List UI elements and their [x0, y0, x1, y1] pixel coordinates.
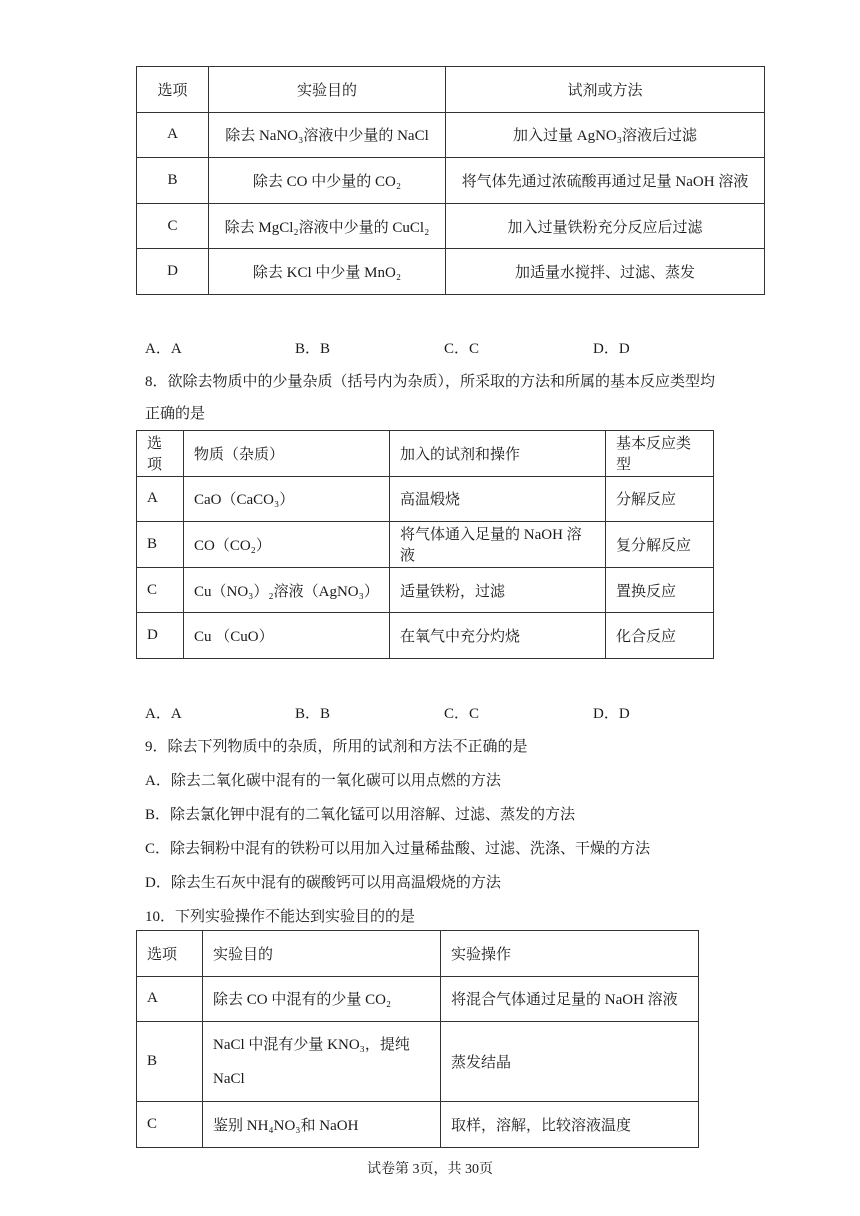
table-cell: 除去 CO 中少量的 CO₂: [209, 158, 446, 204]
page-footer: 试卷第 3页，共 30页: [367, 1162, 493, 1177]
table-row: [137, 1102, 699, 1148]
table-row: [137, 476, 714, 522]
option-b[interactable]: B．B: [295, 341, 331, 357]
q8-stem-line2: 正确的是: [145, 406, 206, 422]
table-cell: 复分解反应: [606, 522, 714, 568]
table-cell: NaCl 中混有少量 KNO₃，提纯 NaCl: [203, 1022, 441, 1102]
table-cell: A: [137, 476, 184, 522]
table-cell: A: [137, 976, 203, 1022]
table-header-row: [137, 931, 699, 977]
header-cell: 实验目的: [203, 931, 441, 977]
table-cell: 高温煅烧: [390, 476, 606, 522]
table-cell: 除去 MgCl₂溶液中少量的 CuCl₂: [209, 203, 446, 249]
table-cell: A: [137, 112, 209, 158]
option-c[interactable]: C．C: [444, 706, 480, 722]
table-cell: D: [137, 249, 209, 295]
table-cell: C: [137, 203, 209, 249]
table-cell: 置换反应: [606, 567, 714, 613]
table-cell: 除去 CO 中混有的少量 CO₂: [203, 976, 441, 1022]
table-row: [137, 112, 765, 158]
table-row: [137, 158, 765, 204]
option-c[interactable]: C．C: [444, 341, 480, 357]
table-cell: 在氧气中充分灼烧: [390, 613, 606, 659]
table-cell: 蒸发结晶: [441, 1022, 699, 1102]
option-d[interactable]: D．D: [593, 706, 630, 722]
header-cell: 选项: [137, 931, 203, 977]
table-row: [137, 976, 699, 1022]
table-cell: 取样，溶解，比较溶液温度: [441, 1102, 699, 1148]
header-cell: 实验目的: [209, 67, 446, 113]
q9-option-d[interactable]: D．除去生石灰中混有的碳酸钙可以用高温煅烧的方法: [145, 875, 501, 891]
table-cell: 加适量水搅拌、过滤、蒸发: [446, 249, 765, 295]
table-row: [137, 522, 714, 568]
header-cell: 物质（杂质）: [184, 431, 390, 477]
header-cell: 加入的试剂和操作: [390, 431, 606, 477]
table-row: [137, 203, 765, 249]
q10-stem: 10．下列实验操作不能达到实验目的的是: [145, 909, 416, 925]
table-cell: B: [137, 1022, 203, 1102]
table-cell: 分解反应: [606, 476, 714, 522]
q9-option-c[interactable]: C．除去铜粉中混有的铁粉可以用加入过量稀盐酸、过滤、洗涤、干燥的方法: [145, 841, 651, 857]
header-cell: 试剂或方法: [446, 67, 765, 113]
option-b[interactable]: B．B: [295, 706, 331, 722]
table-cell: B: [137, 522, 184, 568]
table-row: [137, 1022, 699, 1102]
table-cell: D: [137, 613, 184, 659]
table-cell: 鉴别 NH₄NO₃和 NaOH: [203, 1102, 441, 1148]
table-row: [137, 613, 714, 659]
q10-table: [136, 930, 699, 1148]
table-cell: C: [137, 567, 184, 613]
table-row: [137, 249, 765, 295]
option-a[interactable]: A．A: [145, 341, 182, 357]
table-cell: 将气体通入足量的 NaOH 溶液: [390, 522, 606, 568]
header-cell: 选项: [137, 431, 184, 477]
q8-stem-line1: 8．欲除去物质中的少量杂质（括号内为杂质），所采取的方法和所属的基本反应类型均: [145, 374, 716, 390]
option-a[interactable]: A．A: [145, 706, 182, 722]
table-cell: CO（CO₂）: [184, 522, 390, 568]
header-cell: 选项: [137, 67, 209, 113]
table-cell: 适量铁粉，过滤: [390, 567, 606, 613]
q9-option-a[interactable]: A．除去二氧化碳中混有的一氧化碳可以用点燃的方法: [145, 773, 501, 789]
table-cell: 将混合气体通过足量的 NaOH 溶液: [441, 976, 699, 1022]
table-cell: 将气体先通过浓硫酸再通过足量 NaOH 溶液: [446, 158, 765, 204]
header-cell: 实验操作: [441, 931, 699, 977]
table-cell: Cu （CuO）: [184, 613, 390, 659]
table-cell: CaO（CaCO₃）: [184, 476, 390, 522]
table-cell: 除去 NaNO₃溶液中少量的 NaCl: [209, 112, 446, 158]
table-cell: C: [137, 1102, 203, 1148]
table-cell: 加入过量 AgNO₃溶液后过滤: [446, 112, 765, 158]
table-cell: Cu（NO₃）₂溶液（AgNO₃）: [184, 567, 390, 613]
q8-options: [145, 702, 705, 722]
table-header-row: [137, 431, 714, 477]
q7-options: [145, 337, 705, 357]
q9-option-b[interactable]: B．除去氯化钾中混有的二氧化锰可以用溶解、过滤、蒸发的方法: [145, 807, 576, 823]
header-cell: 基本反应类型: [606, 431, 714, 477]
option-d[interactable]: D．D: [593, 341, 630, 357]
q9-stem: 9．除去下列物质中的杂质，所用的试剂和方法不正确的是: [145, 739, 528, 755]
q7-table: [136, 66, 765, 295]
q8-table: [136, 430, 714, 659]
table-cell: 除去 KCl 中少量 MnO₂: [209, 249, 446, 295]
table-header-row: [137, 67, 765, 113]
table-cell: B: [137, 158, 209, 204]
table-cell: 加入过量铁粉充分反应后过滤: [446, 203, 765, 249]
table-row: [137, 567, 714, 613]
table-cell: 化合反应: [606, 613, 714, 659]
